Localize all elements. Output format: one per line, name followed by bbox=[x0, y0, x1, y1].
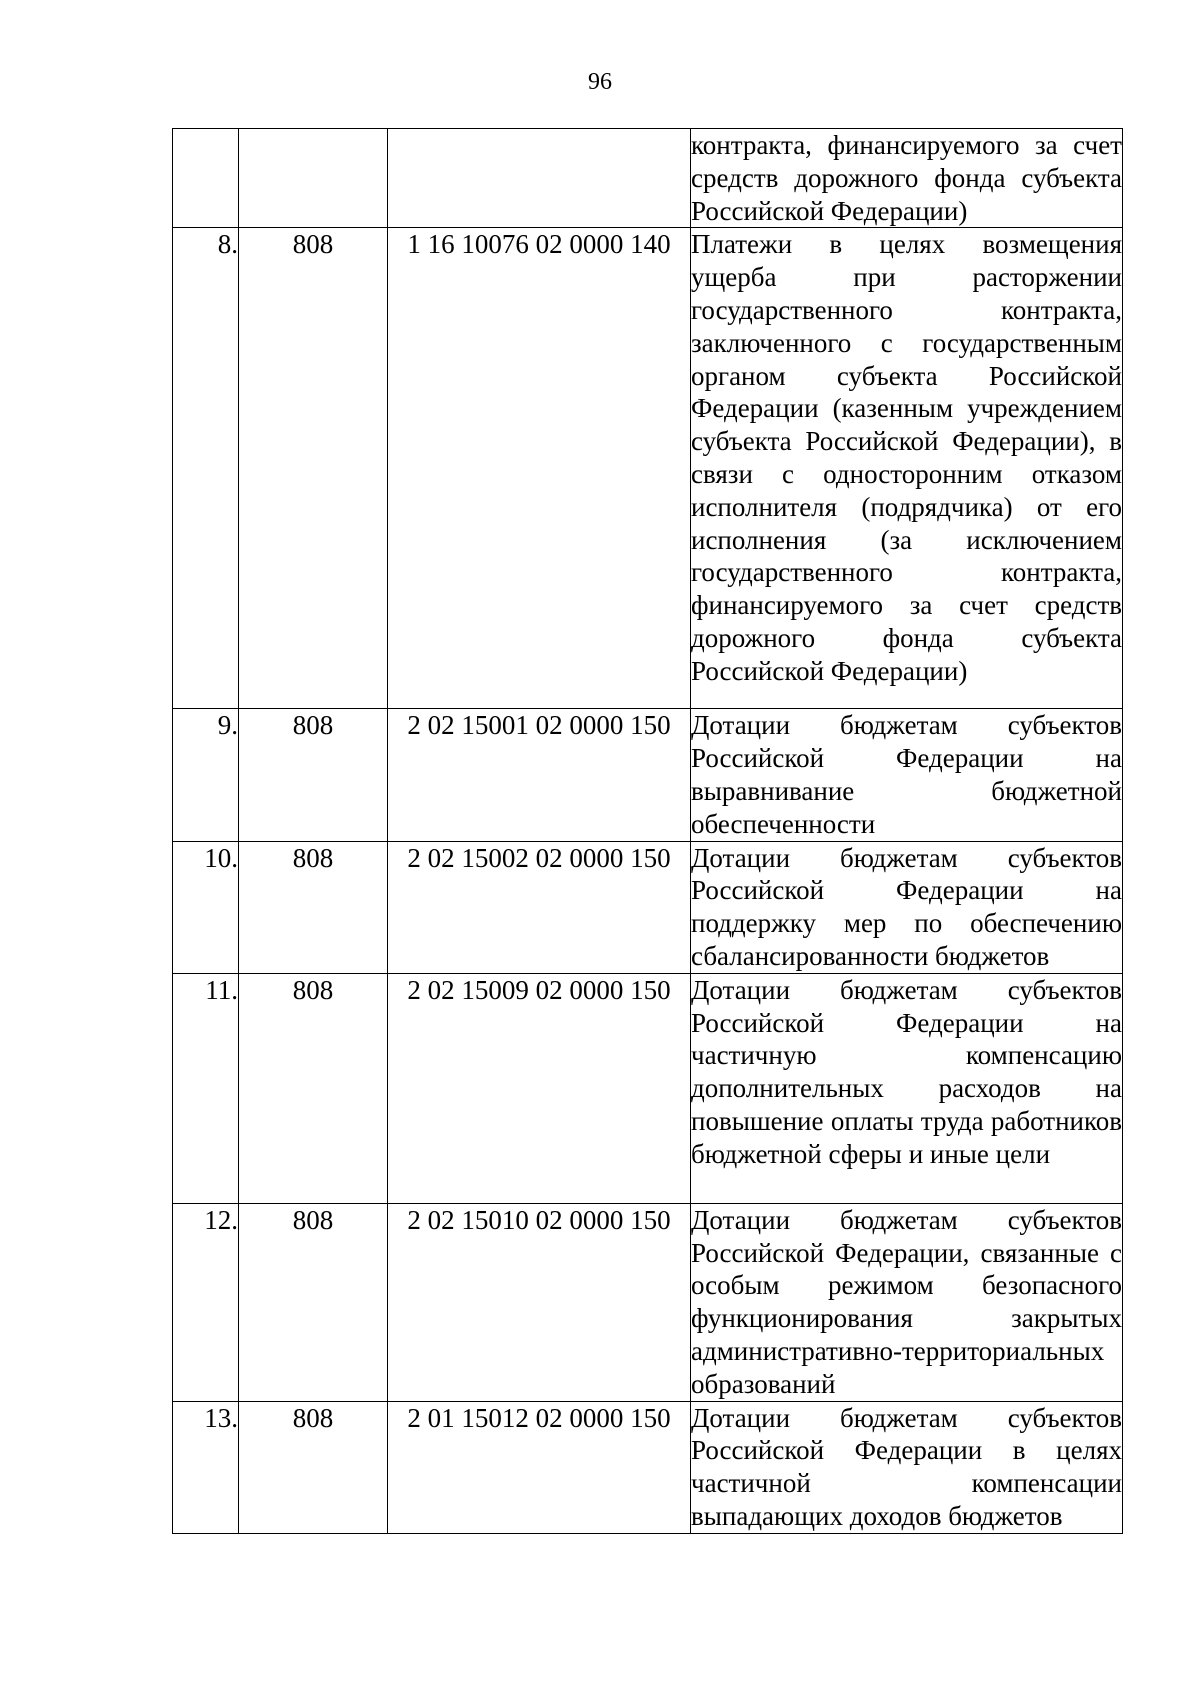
budget-classification-code: 2 02 15001 02 0000 150 bbox=[388, 709, 691, 841]
budget-classification-code: 1 16 10076 02 0000 140 bbox=[388, 228, 691, 709]
row-number: 13. bbox=[173, 1401, 239, 1533]
table-row bbox=[173, 973, 1123, 1203]
admin-code: 808 bbox=[239, 1401, 388, 1533]
row-number: 11. bbox=[173, 973, 239, 1203]
admin-code bbox=[239, 129, 388, 228]
admin-code: 808 bbox=[239, 709, 388, 841]
row-number: 9. bbox=[173, 709, 239, 841]
table-row bbox=[173, 1203, 1123, 1401]
budget-classification-code: 2 02 15010 02 0000 150 bbox=[388, 1203, 691, 1401]
admin-code: 808 bbox=[239, 973, 388, 1203]
budget-classification-code: 2 02 15009 02 0000 150 bbox=[388, 973, 691, 1203]
table-row bbox=[173, 709, 1123, 841]
revenue-description: контракта, финансируемого за счет средств дорожного фонда субъекта Российской Федерации) bbox=[691, 129, 1123, 228]
row-number: 8. bbox=[173, 228, 239, 709]
revenue-description: Дотации бюджетам субъектов Российской Федерации на поддержку мер по обеспечению сбалансированности бюджетов bbox=[691, 841, 1123, 973]
table-row bbox=[173, 1401, 1123, 1533]
table-row bbox=[173, 129, 1123, 228]
admin-code: 808 bbox=[239, 1203, 388, 1401]
budget-classification-code: 2 02 15002 02 0000 150 bbox=[388, 841, 691, 973]
revenue-description: Дотации бюджетам субъектов Российской Федерации на частичную компенсацию дополнительных расходов на повышение оплаты труда работников бюджетной сферы и иные цели bbox=[691, 973, 1123, 1203]
table-row bbox=[173, 841, 1123, 973]
revenue-description: Дотации бюджетам субъектов Российской Федерации, связанные с особым режимом безопасного функционирования закрытых административно-территориальных образований bbox=[691, 1203, 1123, 1401]
page-number: 96 bbox=[588, 69, 612, 95]
table-row bbox=[173, 228, 1123, 709]
admin-code: 808 bbox=[239, 841, 388, 973]
revenue-description: Платежи в целях возмещения ущерба при расторжении государственного контракта, заключенного с государственным органом субъекта Российской Федерации (казенным учреждением субъекта Российской Федерации), в связи с односторонним отказом исполнителя (подрядчика) от его исполнения (за исключением государственного контракта, финансируемого за счет средств дорожного фонда субъекта Российской Федерации) bbox=[691, 228, 1123, 709]
revenue-description: Дотации бюджетам субъектов Российской Федерации на выравнивание бюджетной обеспеченности bbox=[691, 709, 1123, 841]
revenue-description: Дотации бюджетам субъектов Российской Федерации в целях частичной компенсации выпадающих доходов бюджетов bbox=[691, 1401, 1123, 1533]
row-number: 10. bbox=[173, 841, 239, 973]
budget-classification-code bbox=[388, 129, 691, 228]
revenue-codes-table bbox=[172, 128, 1123, 1534]
row-number bbox=[173, 129, 239, 228]
budget-classification-code: 2 01 15012 02 0000 150 bbox=[388, 1401, 691, 1533]
row-number: 12. bbox=[173, 1203, 239, 1401]
admin-code: 808 bbox=[239, 228, 388, 709]
